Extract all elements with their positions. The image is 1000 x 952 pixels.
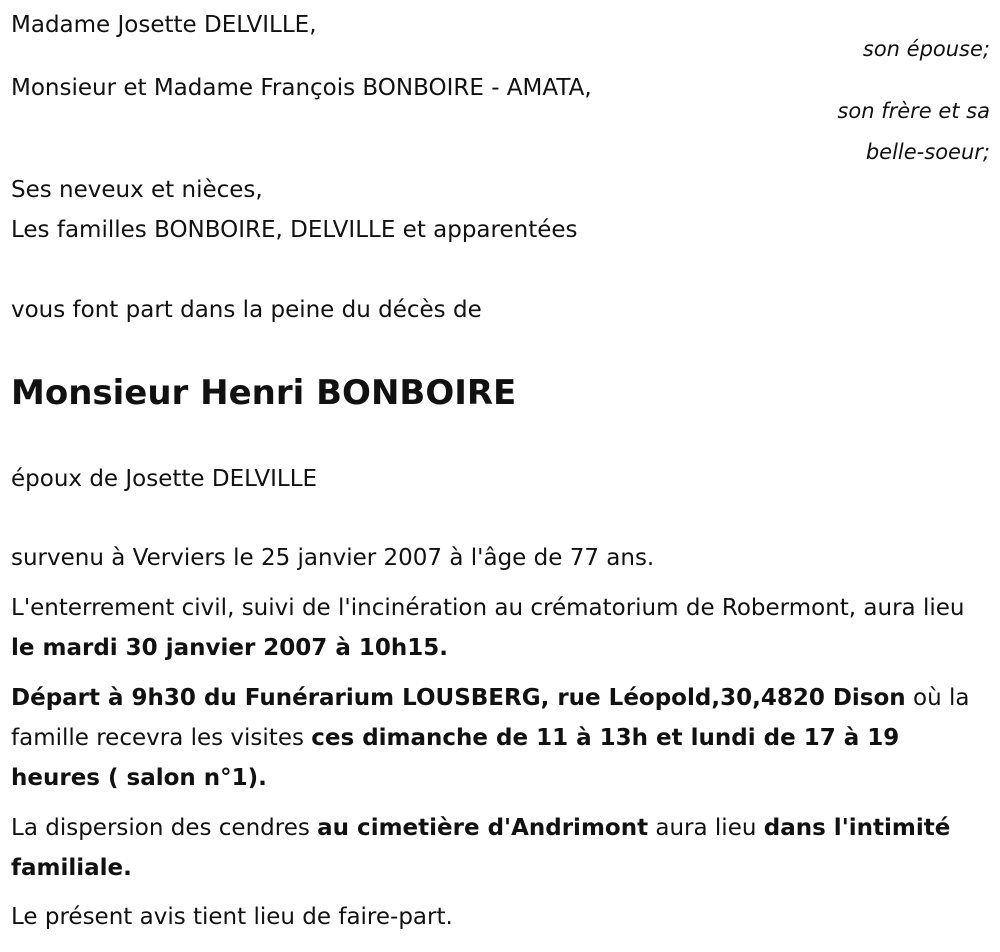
departure-info: Départ à 9h30 du Funérarium LOUSBERG, rue Léopold,30,4820 Dison xyxy=(11,685,906,711)
notice-text: Le présent avis tient lieu de faire-part. xyxy=(11,904,453,930)
dispersion-place: au cimetière d'Andrimont xyxy=(317,815,649,841)
death-info: survenu à Verviers le 25 janvier 2007 à l'âge de 77 ans. xyxy=(11,545,655,571)
intro-text: vous font part dans la peine du décès de xyxy=(11,297,482,323)
nephews-nieces: Ses neveux et nièces, xyxy=(11,177,263,203)
departure-paragraph xyxy=(11,678,991,798)
ceremony-paragraph xyxy=(11,588,991,668)
brother-role-line-2: belle-soeur; xyxy=(865,140,990,164)
dispersion-text-2: aura lieu xyxy=(648,815,764,841)
ceremony-text: L'enterrement civil, suivi de l'incinération au crématorium de Robermont, aura lieu xyxy=(11,595,965,621)
ceremony-date: le mardi 30 janvier 2007 à 10h15. xyxy=(11,635,448,661)
brother-role-line-1: son frère et sa xyxy=(837,99,990,123)
spouse-name: Madame Josette DELVILLE, xyxy=(11,12,317,38)
deceased-name: Monsieur Henri BONBOIRE xyxy=(11,373,517,413)
visits-times: ces dimanche de 11 à 13h et lundi de 17 à 19 heures ( salon n°1). xyxy=(11,725,900,791)
families-list: Les familles BONBOIRE, DELVILLE et apparentées xyxy=(11,217,578,243)
visits-text: où la famille recevra les visites xyxy=(11,685,970,751)
dispersion-text-1: La dispersion des cendres xyxy=(11,815,318,841)
brother-name: Monsieur et Madame François BONBOIRE - AMATA, xyxy=(11,75,592,101)
spouse-role: son épouse; xyxy=(862,37,990,61)
dispersion-privacy: dans l'intimité familiale. xyxy=(11,815,951,881)
spouse-of: époux de Josette DELVILLE xyxy=(11,466,318,492)
dispersion-paragraph xyxy=(11,808,991,888)
